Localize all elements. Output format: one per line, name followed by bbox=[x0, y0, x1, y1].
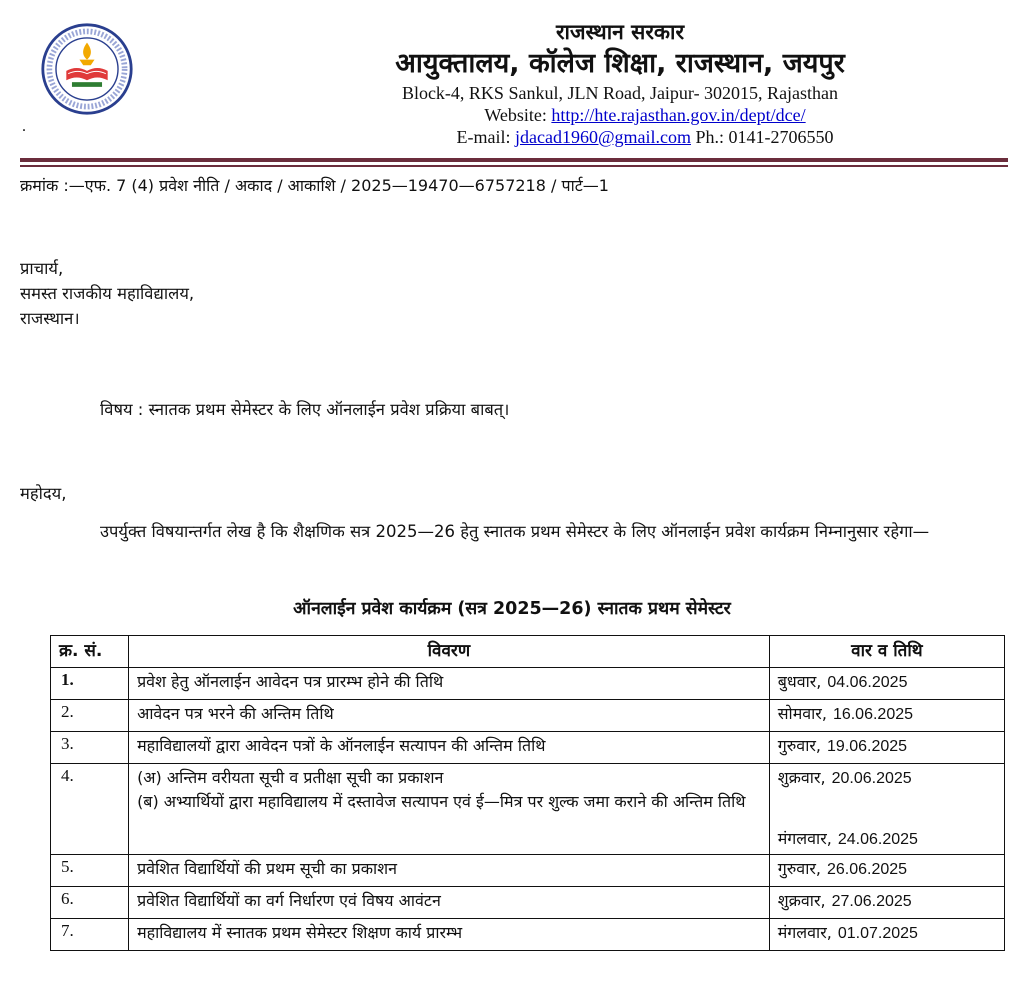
website-line bbox=[290, 104, 1000, 126]
row-date bbox=[769, 855, 1004, 887]
row-date bbox=[769, 764, 1004, 855]
row-description: महाविद्यालयों द्वारा आवेदन पत्रों के ऑनलाईन सत्यापन की अन्तिम तिथि bbox=[129, 732, 770, 764]
row-sn: 6. bbox=[51, 887, 129, 919]
row-description-part-a: (अ) अन्तिम वरीयता सूची व प्रतीक्षा सूची का प्रकाशन bbox=[137, 768, 444, 787]
row-sn: 4. bbox=[51, 764, 129, 855]
header-date: वार व तिथि bbox=[769, 636, 1004, 668]
government-name: राजस्थान सरकार bbox=[555, 20, 685, 44]
row-sn: 3. bbox=[51, 732, 129, 764]
row-date-b bbox=[778, 827, 996, 852]
table-row bbox=[51, 887, 1005, 919]
header-sn: क्र. सं. bbox=[51, 636, 129, 668]
schedule-table bbox=[50, 635, 1005, 951]
addressee-line: राजस्थान। bbox=[20, 309, 80, 328]
row-date bbox=[769, 668, 1004, 700]
table-row bbox=[51, 919, 1005, 951]
schedule-title: ऑनलाईन प्रवेश कार्यक्रम (सत्र 2025—26) स्नातक प्रथम सेमेस्टर bbox=[293, 599, 731, 619]
table-row bbox=[51, 764, 1005, 855]
row-sn: 2. bbox=[51, 700, 129, 732]
row-description: आवेदन पत्र भरने की अन्तिम तिथि bbox=[129, 700, 770, 732]
row-day: सोमवार, bbox=[777, 704, 827, 723]
website-label: Website: bbox=[484, 105, 547, 125]
row-sn: 5. bbox=[51, 855, 129, 887]
row-date-value: 01.07.2025 bbox=[837, 925, 918, 942]
office-address: Block-4, RKS Sankul, JLN Road, Jaipur- 302015, Rajasthan bbox=[401, 83, 839, 103]
stray-dot: . bbox=[22, 118, 26, 135]
row-date-value: 04.06.2025 bbox=[827, 674, 908, 691]
phone-number: Ph.: 0141-2706550 bbox=[695, 127, 834, 147]
office-name: आयुक्तालय, कॉलेज शिक्षा, राजस्थान, जयपुर bbox=[395, 48, 845, 79]
row-date-value: 26.06.2025 bbox=[826, 861, 908, 878]
row-description: प्रवेशित विद्यार्थियों की प्रथम सूची का प्रकाशन bbox=[129, 855, 770, 887]
department-logo bbox=[40, 22, 134, 116]
row-day: गुरुवार, bbox=[777, 859, 821, 878]
row-description bbox=[129, 764, 770, 855]
table-header-row bbox=[51, 636, 1005, 668]
row-day: गुरुवार, bbox=[777, 736, 821, 755]
row-date bbox=[769, 732, 1004, 764]
row-description: महाविद्यालय में स्नातक प्रथम सेमेस्टर शिक्षण कार्य प्रारम्भ bbox=[129, 919, 770, 951]
header-rule-thin bbox=[20, 165, 1008, 167]
subject-line: विषय : स्नातक प्रथम सेमेस्टर के लिए ऑनलाईन प्रवेश प्रक्रिया बाबत्। bbox=[100, 400, 510, 419]
email-label: E-mail: bbox=[456, 127, 511, 147]
row-description-part-b: (ब) अभ्यार्थियों द्वारा महाविद्यालय में दस्तावेज सत्यापन एवं ई—मित्र पर शुल्क जमा कराने की अन्तिम तिथि bbox=[137, 792, 746, 811]
table-row bbox=[51, 700, 1005, 732]
row-sn: 1. bbox=[51, 668, 129, 700]
addressee-line: प्राचार्य, bbox=[20, 259, 64, 278]
row-day: शुक्रवार, bbox=[777, 891, 826, 910]
row-date-value: 16.06.2025 bbox=[832, 706, 914, 723]
header-rule-thick bbox=[20, 158, 1008, 162]
website-link[interactable]: http://hte.rajasthan.gov.in/dept/dce/ bbox=[551, 105, 806, 125]
row-sn: 7. bbox=[51, 919, 129, 951]
contact-line bbox=[290, 126, 1000, 148]
letterhead bbox=[240, 18, 1000, 148]
row-date bbox=[769, 919, 1004, 951]
row-date-value: 20.06.2025 bbox=[831, 770, 912, 787]
row-day: मंगलवार, bbox=[777, 923, 832, 942]
row-date-value: 24.06.2025 bbox=[837, 831, 918, 848]
addressee-block bbox=[20, 256, 194, 331]
salutation: महोदय, bbox=[20, 484, 67, 503]
row-day: मंगलवार, bbox=[777, 829, 832, 848]
table-row bbox=[51, 732, 1005, 764]
table-row bbox=[51, 855, 1005, 887]
header-description: विवरण bbox=[129, 636, 770, 668]
table-row bbox=[51, 668, 1005, 700]
reference-number: क्रमांक :—एफ. 7 (4) प्रवेश नीति / अकाद / आकाशि / 2025—19470—6757218 / पार्ट—1 bbox=[20, 176, 609, 195]
row-date bbox=[769, 887, 1004, 919]
body-paragraph: उपर्युक्त विषयान्तर्गत लेख है कि शैक्षणिक सत्र 2025—26 हेतु स्नातक प्रथम सेमेस्टर के लिए ऑनलाईन प्रवेश कार्यक्रम निम्नानुसार रहेगा— bbox=[100, 522, 930, 541]
addressee-line: समस्त राजकीय महाविद्यालय, bbox=[20, 284, 195, 303]
row-date bbox=[769, 700, 1004, 732]
row-date-value: 27.06.2025 bbox=[831, 893, 912, 910]
row-day: बुधवार, bbox=[777, 672, 822, 691]
row-description: प्रवेश हेतु ऑनलाईन आवेदन पत्र प्रारम्भ होने की तिथि bbox=[129, 668, 770, 700]
row-date-a bbox=[778, 766, 996, 791]
row-date-value: 19.06.2025 bbox=[826, 738, 908, 755]
row-day: शुक्रवार, bbox=[777, 768, 826, 787]
row-description: प्रवेशित विद्यार्थियों का वर्ग निर्धारण एवं विषय आवंटन bbox=[129, 887, 770, 919]
email-link[interactable]: jdacad1960@gmail.com bbox=[514, 127, 691, 147]
